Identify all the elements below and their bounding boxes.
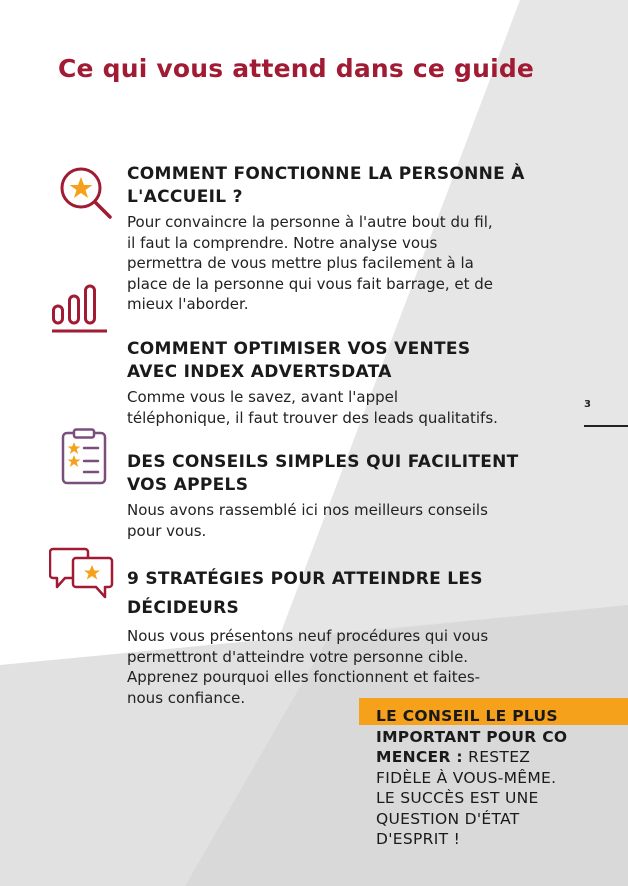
tip-callout	[376, 706, 576, 850]
bar-chart-icon	[50, 278, 110, 336]
chat-bubbles-icon	[49, 545, 115, 605]
section-strategies	[127, 565, 527, 708]
section-heading: COMMENT OPTIMISER VOS VENTES AVEC INDEX ADVERTSDATA	[127, 339, 471, 382]
magnifier-star-icon	[55, 162, 117, 224]
page-title: Ce qui vous attend dans ce guide	[58, 54, 535, 83]
page-number-rule	[584, 425, 628, 427]
tip-text-line: FIDÈLE À VOUS-MÊME.	[376, 768, 557, 787]
section-heading: DES CONSEILS SIMPLES QUI FACILITENT VOS APPELS	[127, 452, 519, 495]
tip-text-line: LE SUCCÈS EST UNE	[376, 789, 539, 807]
tip-text-line: RESTEZ	[468, 748, 531, 766]
page-number: 3	[584, 399, 591, 410]
clipboard-icon	[60, 428, 108, 486]
section-body: Nous vous présentons neuf procédures qui vous permettront d'atteindre votre personne cible. Apprenez pourquoi elles fonctionnent et faites-nous confiance.	[127, 627, 489, 707]
section-heading: 9 STRATÉGIES POUR ATTEINDRE LES DÉCIDEURS	[127, 569, 483, 618]
tip-bold-line: MENCER :	[376, 748, 463, 766]
tip-bold-line: IMPORTANT POUR CO	[376, 727, 568, 746]
tip-bold-line: LE CONSEIL LE PLUS	[376, 707, 558, 725]
section-body: Pour convaincre la personne à l'autre bout du fil, il faut la comprendre. Notre analyse vous permettra de vous mettre plus facilement à la place de la personne qui vous fait barrage, et de mieux l'aborder.	[127, 213, 493, 313]
section-conseils	[127, 451, 527, 541]
section-optimiser	[127, 338, 527, 428]
tip-text-line: D'ESPRIT !	[376, 830, 461, 848]
section-accueil	[127, 163, 527, 315]
section-body: Nous avons rassemblé ici nos meilleurs conseils pour vous.	[127, 501, 488, 540]
section-body: Comme vous le savez, avant l'appel téléphonique, il faut trouver des leads qualitatifs.	[127, 388, 498, 427]
section-heading: COMMENT FONCTIONNE LA PERSONNE À L'ACCUEIL ?	[127, 164, 525, 207]
tip-text-line: QUESTION D'ÉTAT	[376, 809, 520, 828]
